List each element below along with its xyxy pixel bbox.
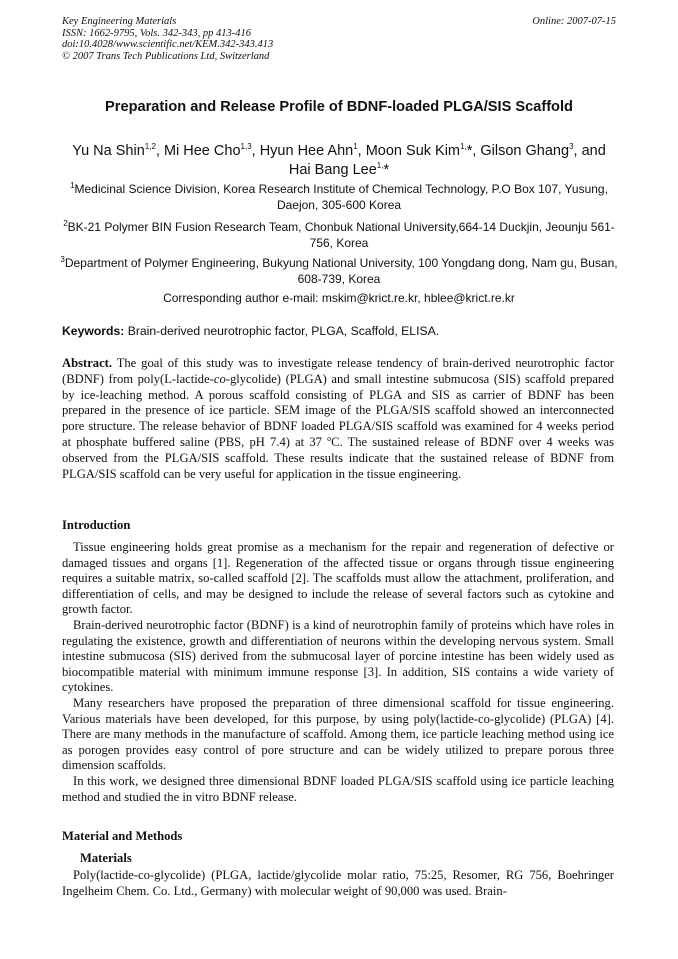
paragraph: Tissue engineering holds great promise as a mechanism for the repair and regeneration of defective or damaged tissues and organs [1]. Regeneration of the affected tissue or organs through tissue engineering requires a suitable matrix, so-called scaffold [2]. The scaffolds must allow the attachment, proliferation, and differentiation of cells, and may be designed to include the release of several factors such as cytokine and growth factor. [62, 540, 614, 617]
author-name: , and Hai Bang Lee [288, 143, 606, 178]
author-name: , Mi Hee Cho [155, 143, 241, 159]
journal-name: Key Engineering Materials [62, 16, 177, 27]
affiliation-text: BK-21 Polymer BIN Fusion Research Team, Chonbuk National University,664-14 Duckjin, Jeounju 561-756, Korea [67, 220, 615, 250]
paragraph: Poly(lactide-co-glycolide) (PLGA, lactide/glycolide molar ratio, 75:25, Resomer, RG 756, Boehringer Ingelheim Chem. Co. Ltd., Germany) with molecular weight of 90,000 was used. Brain- [62, 868, 614, 898]
degree-sup: o [327, 433, 332, 443]
introduction-heading: Introduction [62, 518, 131, 532]
methods-heading: Material and Methods [62, 829, 183, 843]
affiliation-3 [60, 256, 618, 287]
materials-body [62, 868, 614, 899]
corresponding-star: * [466, 143, 473, 159]
affiliation-num: 1 [70, 181, 75, 190]
abstract [62, 356, 614, 482]
abstract-label: Abstract. [62, 356, 113, 370]
author-list [70, 142, 608, 180]
paragraph: In this work, we designed three dimensional BDNF loaded PLGA/SIS scaffold using ice particle leaching method and studied the in vitro BDNF release. [62, 773, 614, 804]
abstract-italic: co [213, 371, 226, 386]
author-name: , Hyun Hee Ahn [251, 143, 354, 159]
keywords-label: Keywords: [62, 324, 125, 338]
affiliation-num: 3 [60, 255, 65, 264]
abstract-text: C. The sustained release of BDNF over 4 weeks was observed from the PLGA/SIS scaffold. These results indicate that the sustained release of BDNF from PLGA/SIS scaffold can be very useful for application in the tissue engineering. [62, 434, 614, 481]
keywords [62, 324, 618, 338]
affiliation-text: Department of Polymer Engineering, Bukyung National University, 100 Yongdang dong, Nam gu, Busan, 608-739, Korea [64, 256, 618, 286]
paragraph: Brain-derived neurotrophic factor (BDNF) is a kind of neurotrophin family of proteins which have roles in regulating the existence, growth and differentiation of neurons within the developing nervous system. Small intestine submucosa (SIS) derived from the submucosal layer of porcine intestine has been widely used as biocompatible material with minimum immune response [3]. In addition, SIS contains a wide variety of cytokines. [62, 617, 614, 695]
abstract-text: -glycolide) (PLGA) and small intestine submucosa (SIS) scaffold prepared by ice-leaching method. A porous scaffold consisting of PLGA and SIS as carrier of BDNF has been prepared in the presence of ice particle. SEM image of the PLGA/SIS scaffold showed an interconnected pore structure. The release behavior of BDNF loaded PLGA/SIS scaffold was examined for 4 weeks period at phosphate buffered saline (PBS, pH 7.4) at 37 [62, 371, 614, 449]
copyright-line: © 2007 Trans Tech Publications Ltd, Switzerland [62, 50, 270, 62]
affiliation-text: Medicinal Science Division, Korea Research Institute of Chemical Technology, P.O Box 107, Yusung, Daejon, 305-600 Korea [74, 182, 608, 212]
author-sup: 1, [376, 161, 384, 171]
author-sup: 1,2 [144, 142, 156, 152]
materials-subheading: Materials [80, 851, 132, 865]
corresponding-email: Corresponding author e-mail: mskim@krict.re.kr, hblee@krict.re.kr [163, 291, 515, 305]
author-name: Yu Na Shin [72, 143, 145, 159]
author-name: , Moon Suk Kim [357, 143, 461, 159]
keywords-text: Brain-derived neurotrophic factor, PLGA, Scaffold, ELISA. [124, 324, 440, 338]
issn-line: ISSN: 1662-9795, Vols. 342-343, pp 413-416 [62, 27, 251, 39]
doi-line: doi:10.4028/www.scientific.net/KEM.342-343.413 [62, 39, 274, 50]
author-sup: 1,3 [240, 142, 252, 152]
corresponding-star: * [383, 162, 390, 178]
author-sup: 1, [460, 142, 467, 152]
introduction-body [62, 540, 614, 805]
online-date: Online: 2007-07-15 [532, 16, 616, 27]
affiliation-num: 2 [63, 219, 68, 228]
abstract-text: The goal of this study was to investigate release tendency of brain-derived neurotrophic factor (BDNF) from poly(L-lactide- [62, 356, 614, 386]
paper-title: Preparation and Release Profile of BDNF-loaded PLGA/SIS Scaffold [105, 99, 573, 115]
paragraph: Many researchers have proposed the preparation of three dimensional scaffold for tissue engineering. Various materials have been developed, for this purpose, by using poly(lactide-co-glycolide) (PLGA) [4]. There are many methods in the manufacture of scaffold. Among them, ice particle leaching method using ice as porogen provides easy control of pore structure and can be widely utilized to prepare porous three dimension scaffolds. [62, 695, 614, 773]
affiliation-2 [60, 220, 618, 251]
author-sup: 1 [353, 142, 358, 152]
affiliation-1 [60, 182, 618, 213]
author-sup: 3 [569, 142, 574, 152]
author-name: , Gilson Ghang [472, 143, 570, 159]
journal-info [62, 16, 273, 62]
